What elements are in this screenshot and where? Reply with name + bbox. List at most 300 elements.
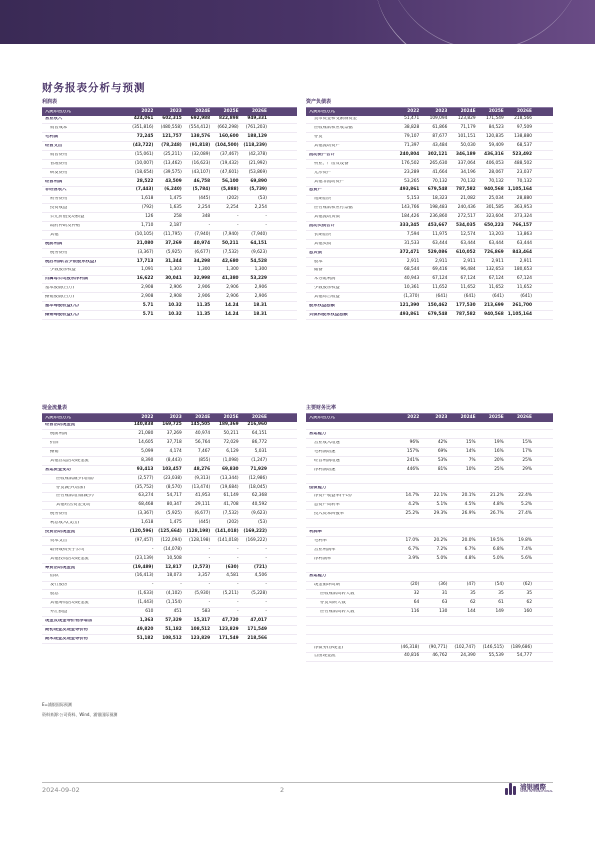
cell-value: 1,710 xyxy=(141,222,154,228)
cell-value: - xyxy=(265,546,267,552)
cell-value: 11,652 xyxy=(460,285,476,291)
cell-value: 63,444 xyxy=(488,240,504,246)
table-row xyxy=(306,635,553,644)
cell-value: 11,652 xyxy=(432,285,448,291)
cell-value: (122,094) xyxy=(160,537,182,543)
cell-value: (23,038) xyxy=(163,475,182,481)
cell-value: 18,073 xyxy=(166,573,182,579)
cell-value: 27.4% xyxy=(518,511,532,517)
cell-value: - xyxy=(265,582,267,588)
cell-value: (202) xyxy=(227,520,239,526)
cell-value: (35,752) xyxy=(135,484,154,490)
cell-value: 16% xyxy=(494,448,504,454)
cell-value: (169,222) xyxy=(243,528,267,534)
cell-value: 236,860 xyxy=(429,214,448,220)
cell-value: - xyxy=(208,546,211,552)
table-row xyxy=(42,116,297,125)
row-label: 应收账款和应收票据 xyxy=(314,126,353,131)
table-row xyxy=(306,466,553,475)
table-row xyxy=(42,599,297,608)
cell-value: 149 xyxy=(495,609,504,614)
table-row xyxy=(42,519,297,528)
cell-value: 5.6% xyxy=(521,555,532,561)
cell-value: (855) xyxy=(198,457,211,463)
row-label: 投资活动现金流 xyxy=(45,529,76,534)
cell-value: 69,890 xyxy=(250,178,267,184)
cell-value: 61,866 xyxy=(432,125,448,131)
cell-value: (351,816) xyxy=(132,125,154,131)
table-row xyxy=(42,608,297,617)
cell-value: 150,462 xyxy=(427,303,448,308)
cell-value: 120,835 xyxy=(485,134,504,140)
cell-value: 14.24 xyxy=(224,311,239,317)
cell-value: 272,517 xyxy=(457,214,476,220)
row-label: 营业利润率 xyxy=(314,547,336,552)
table-row xyxy=(42,457,297,466)
cell-value: 240,804 xyxy=(399,151,420,157)
table-row xyxy=(306,169,553,178)
cell-value: 79,107 xyxy=(404,134,420,140)
cell-value: 5,153 xyxy=(406,196,420,202)
table-row xyxy=(42,484,297,493)
cell-value: (3,367) xyxy=(137,511,154,517)
cell-value: 363,953 xyxy=(514,205,532,211)
row-label: 研发费用 xyxy=(50,170,68,175)
cell-value: 96% xyxy=(409,440,420,446)
row-label: 其他筹资活动现金流 xyxy=(50,601,89,606)
cell-value: (19,684) xyxy=(220,484,239,490)
cell-value: 50,211 xyxy=(223,431,239,437)
row-label: 资本支出 xyxy=(50,538,68,543)
cell-value: 7,594 xyxy=(406,231,420,237)
year-header: 2023 xyxy=(169,414,182,420)
cell-value: (5,925) xyxy=(166,249,182,255)
table-row xyxy=(306,142,553,151)
cell-value: 15% xyxy=(522,440,532,446)
cell-value: 843,464 xyxy=(512,249,532,255)
note-forecast: E=浦银国际预测 xyxy=(42,702,72,707)
income-statement-table xyxy=(42,98,297,320)
cell-value: 25.2% xyxy=(405,511,420,517)
table-row xyxy=(42,493,297,502)
row-label: 经营利润增速 xyxy=(314,458,340,463)
cell-value: 28,522 xyxy=(136,178,154,184)
table-row xyxy=(306,475,553,484)
cell-value: 940,568 xyxy=(484,187,504,193)
table-row xyxy=(306,133,553,142)
cell-value: 258 xyxy=(173,214,182,220)
cashflow-header-row xyxy=(42,414,297,422)
cell-value: (8,570) xyxy=(166,484,182,490)
year-header: 2025E xyxy=(488,108,504,114)
cell-value: 529,086 xyxy=(427,249,448,255)
cell-value: 14.24 xyxy=(224,303,239,308)
row-label: 其他经营资金变动 xyxy=(56,503,91,508)
year-header: 2023 xyxy=(169,108,182,114)
table-row xyxy=(306,617,553,626)
cell-value: 68,537 xyxy=(516,142,532,148)
cell-value: 446% xyxy=(406,466,420,472)
ratios-header-row xyxy=(306,414,553,422)
cell-value: 240,436 xyxy=(457,205,476,211)
cell-value: (19,432) xyxy=(220,160,239,166)
cell-value: 171,549 xyxy=(485,116,504,122)
cell-value: (9,623) xyxy=(251,249,267,255)
top-banner xyxy=(0,0,595,44)
table-row xyxy=(42,249,297,258)
row-label: 利润率 xyxy=(309,529,322,534)
cell-value: 787,582 xyxy=(455,187,476,193)
table-row xyxy=(306,439,553,448)
table-row xyxy=(42,178,297,187)
cell-value: 64,151 xyxy=(251,431,267,437)
cell-value: 116 xyxy=(410,609,420,614)
cell-value: 101,151 xyxy=(457,134,476,140)
cell-value: 35 xyxy=(526,591,532,597)
cell-value: 13,203 xyxy=(488,231,504,237)
row-label: 利息收入(支出) xyxy=(50,521,80,526)
cell-value: 23,037 xyxy=(516,169,532,175)
table-row xyxy=(306,546,553,555)
cell-value: (630) xyxy=(225,564,239,570)
cell-value: (97,457) xyxy=(135,537,154,543)
table-row xyxy=(306,582,553,591)
cell-value: 67,124 xyxy=(488,276,504,282)
cell-value: 51,182 xyxy=(136,635,154,641)
cell-value: 5.0% xyxy=(492,555,504,561)
table-row xyxy=(42,222,297,231)
cell-value: (662,298) xyxy=(217,125,239,131)
table-row xyxy=(42,502,297,511)
cell-value: 37,718 xyxy=(166,440,182,446)
table-row xyxy=(42,510,297,519)
cell-value: (5,925) xyxy=(166,511,182,517)
cell-value: 2,254 xyxy=(226,205,239,211)
row-label: 销售费用 xyxy=(50,152,68,157)
income-unit-label: 人民币百万元 xyxy=(45,109,71,114)
cell-value: 2,908 xyxy=(169,294,182,300)
table-row xyxy=(306,302,553,311)
cell-value: (1,370) xyxy=(403,294,420,300)
cell-value: 69,416 xyxy=(432,267,448,273)
table-row xyxy=(306,484,553,493)
table-row xyxy=(42,258,297,267)
table-row xyxy=(306,626,553,635)
row-label: 长期借贷 xyxy=(314,232,332,237)
cell-value: 63,274 xyxy=(138,493,154,499)
cell-value: 72,245 xyxy=(136,134,154,140)
cell-value: 29,111 xyxy=(195,502,211,508)
year-header: 2024E xyxy=(195,108,211,114)
cell-value: 34,298 xyxy=(193,258,211,264)
cell-value: (102,747) xyxy=(454,644,476,650)
cell-value: (39,575) xyxy=(163,169,182,175)
cell-value: (128,198) xyxy=(186,528,211,534)
cell-value: (761,203) xyxy=(245,125,267,131)
cell-value: 2,906 xyxy=(197,294,211,300)
cell-value: 2,254 xyxy=(254,205,267,211)
cell-value: 4,174 xyxy=(169,448,182,454)
cell-value: 4.8% xyxy=(464,555,476,561)
cell-value: 22.1% xyxy=(433,493,448,499)
cell-value: (120,596) xyxy=(129,528,154,534)
cell-value: (9,623) xyxy=(251,511,267,517)
cell-value: 373,324 xyxy=(514,214,532,220)
table-row xyxy=(306,151,553,160)
table-row xyxy=(306,160,553,169)
cell-value: (7,940) xyxy=(194,231,211,237)
cell-value: 32,998 xyxy=(193,276,211,282)
year-header: 2026E xyxy=(252,108,267,114)
row-label: 短期借贷 xyxy=(314,197,332,202)
cell-value: 7,467 xyxy=(197,448,211,454)
cell-value: 26.7% xyxy=(490,511,504,517)
cell-value: 822,898 xyxy=(218,116,239,122)
cell-value: (14,078) xyxy=(163,546,182,552)
cell-value: (16,623) xyxy=(191,160,211,166)
cell-value: 37,269 xyxy=(165,240,182,246)
cell-value: - xyxy=(151,546,154,552)
row-label: 存货 xyxy=(314,135,323,140)
cell-value: (43,107) xyxy=(191,169,211,175)
cell-value: 25% xyxy=(494,466,504,472)
table-row xyxy=(42,151,297,160)
cell-value: 2,911 xyxy=(463,258,476,264)
cell-value: (146,515) xyxy=(482,644,504,650)
year-header: 2026E xyxy=(517,414,532,420)
cell-value: 949,331 xyxy=(247,116,267,122)
table-row xyxy=(306,204,553,213)
cell-value: 6.8% xyxy=(492,546,504,552)
cell-value: (10,105) xyxy=(135,231,154,237)
ratios-title: 主要财务比率 xyxy=(306,404,553,414)
spdb-logo-icon xyxy=(505,783,517,795)
table-row xyxy=(306,457,553,466)
row-label: 未分配利润 xyxy=(314,277,336,282)
row-label: 营业收入增速 xyxy=(314,441,340,446)
table-row xyxy=(42,187,297,196)
row-label: 经营活动现金流 xyxy=(45,423,76,428)
cell-value: 41,664 xyxy=(432,169,448,175)
cell-value: 64,151 xyxy=(250,240,267,246)
table-row xyxy=(42,448,297,457)
cell-value: 171,549 xyxy=(247,626,267,632)
cell-value: 726,869 xyxy=(484,249,504,255)
cell-value: 138,880 xyxy=(514,134,532,140)
cell-value: (43,722) xyxy=(132,142,154,148)
cell-value: 1,475 xyxy=(169,196,182,202)
cell-value: 53,229 xyxy=(250,276,267,282)
cell-value: 19.8% xyxy=(518,537,532,543)
year-header: 2024E xyxy=(195,414,211,420)
cell-value: (54) xyxy=(494,582,504,588)
cell-value: 37,269 xyxy=(166,431,182,437)
cell-value: 1,300 xyxy=(226,267,239,273)
cell-value: 87,677 xyxy=(432,134,448,140)
cell-value: 21,080 xyxy=(138,431,154,437)
row-label: 税前利润 xyxy=(45,241,63,246)
table-row xyxy=(306,599,553,608)
cell-value: - xyxy=(265,609,267,614)
cell-value: 679,548 xyxy=(427,187,448,193)
cell-value: (128,198) xyxy=(189,537,211,543)
cell-value: 7.4% xyxy=(521,546,532,552)
cell-value: 121,390 xyxy=(399,303,420,308)
cell-value: - xyxy=(237,555,239,561)
cell-value: - xyxy=(208,555,211,561)
row-label: 其他投资活动现金流 xyxy=(50,556,89,561)
row-label: 总负债 xyxy=(309,250,322,255)
year-header: 2025E xyxy=(223,414,239,420)
cell-value: 123,829 xyxy=(457,116,476,122)
table-row xyxy=(306,240,553,249)
row-label: 摊销股数(百万) xyxy=(45,295,75,300)
table-row xyxy=(306,573,553,582)
row-label: 其他流动负债 xyxy=(314,215,340,220)
cashflow-title: 现金流量表 xyxy=(42,404,297,414)
row-label: 财务费用 xyxy=(50,197,68,202)
row-label: 营业收入 xyxy=(45,117,63,122)
row-label: 外汇损益 xyxy=(50,610,68,614)
cell-value: 29.3% xyxy=(433,511,448,517)
cell-value: (104,500) xyxy=(215,142,239,148)
row-label: 股息 xyxy=(50,592,59,597)
row-label: 借款 xyxy=(50,574,59,579)
cell-value: 143,766 xyxy=(401,205,420,211)
cell-value: 1,105,164 xyxy=(507,187,532,193)
cell-value: 23,289 xyxy=(404,169,420,175)
cell-value: (445) xyxy=(198,196,211,202)
table-row xyxy=(42,546,297,555)
cell-value: - xyxy=(151,582,154,588)
cell-value: 63,444 xyxy=(516,240,532,246)
cashflow-statement-table xyxy=(42,404,297,644)
cell-value: 51,471 xyxy=(404,116,420,122)
table-row xyxy=(306,519,553,528)
cell-value: 2,911 xyxy=(491,258,504,264)
table-row xyxy=(42,537,297,546)
cell-value: - xyxy=(208,600,211,606)
cell-value: (8,443) xyxy=(166,457,182,463)
cell-value: - xyxy=(180,582,182,588)
cell-value: (11,795) xyxy=(163,231,182,237)
cell-value: (480,558) xyxy=(160,125,182,131)
cell-value: 160,600 xyxy=(218,134,239,140)
cell-value: 67,124 xyxy=(432,276,448,282)
cell-value: (1,247) xyxy=(251,457,267,463)
cell-value: 63,444 xyxy=(432,240,448,246)
cell-value: (641) xyxy=(492,294,504,300)
cell-value: 28,880 xyxy=(516,196,532,202)
footer-divider xyxy=(42,782,553,783)
row-label: 税前利润 xyxy=(50,432,68,437)
cell-value: 610,052 xyxy=(455,249,476,255)
cell-value: 493,861 xyxy=(399,187,420,193)
table-row xyxy=(42,475,297,484)
cell-value: 6,129 xyxy=(226,448,239,454)
cell-value: 49,820 xyxy=(136,626,154,632)
note-source: 资料来源:公司资料、Wind、浦银国际预测 xyxy=(42,712,118,717)
cell-value: 24,390 xyxy=(460,653,476,659)
cell-value: 5.2% xyxy=(521,502,532,508)
cell-value: 63,444 xyxy=(460,240,476,246)
row-label: 总资产周转率 xyxy=(314,503,340,508)
cell-value: 17,713 xyxy=(136,258,154,264)
cell-value: 1,618 xyxy=(141,196,154,202)
cell-value: - xyxy=(265,555,267,561)
cell-value: 2,906 xyxy=(197,285,211,291)
table-row xyxy=(42,590,297,599)
cell-value: 40,974 xyxy=(193,240,211,246)
cell-value: 2,906 xyxy=(254,294,267,300)
logo-en: SPDB INTERNATIONAL xyxy=(520,789,554,794)
cell-value: (90,771) xyxy=(428,644,448,650)
cell-value: 1,363 xyxy=(139,617,154,623)
cell-value: (78,248) xyxy=(161,142,182,148)
cell-value: 406,053 xyxy=(485,160,504,166)
cell-value: 43,509 xyxy=(165,178,182,184)
row-label: 毛利润增速 xyxy=(314,449,336,454)
row-label: 营运能力 xyxy=(309,432,327,437)
cell-value: 7% xyxy=(468,457,476,463)
row-label: 政府补助及补贴 xyxy=(50,223,81,228)
cell-value: 25,034 xyxy=(488,196,504,202)
row-label: 投入资本回报率 xyxy=(314,512,345,517)
balance-header-row xyxy=(306,108,553,116)
cell-value: 19.5% xyxy=(490,537,504,543)
row-label: 净利润增速 xyxy=(314,467,336,472)
row-label: 少数股东权益 xyxy=(314,286,340,291)
cell-value: 11.35 xyxy=(196,303,211,308)
cell-value: 216,960 xyxy=(247,422,267,428)
cell-value: 80,347 xyxy=(166,502,182,508)
cell-value: (19,489) xyxy=(132,564,154,570)
row-label: 自由现金流 xyxy=(314,654,336,659)
cell-value: 25% xyxy=(522,457,532,463)
table-row xyxy=(42,213,297,222)
cell-value: 40,943 xyxy=(404,276,420,282)
cell-value: 333,345 xyxy=(399,222,420,228)
cell-value: (792) xyxy=(141,205,154,211)
table-row xyxy=(306,178,553,187)
table-row xyxy=(306,653,553,662)
cell-value: (1,098) xyxy=(222,457,239,463)
cell-value: 1,303 xyxy=(169,267,182,273)
cell-value: 323,604 xyxy=(485,214,504,220)
cell-value: (53,869) xyxy=(248,169,267,175)
cell-value: 38,828 xyxy=(404,125,420,131)
cell-value: 11,975 xyxy=(432,231,448,237)
cell-value: 71,179 xyxy=(460,125,476,131)
cell-value: 42,680 xyxy=(221,258,239,264)
cell-value: (118,239) xyxy=(243,142,267,148)
row-label: 存货减少(增加) xyxy=(56,485,86,490)
row-label: 总资产 xyxy=(309,188,322,193)
row-label: 投资收益 xyxy=(50,206,68,211)
cell-value: 22.4% xyxy=(518,493,532,499)
cell-value: 108,512 xyxy=(162,635,182,641)
table-row xyxy=(42,617,297,626)
balance-unit-label: 人民币百万元 xyxy=(309,109,335,114)
cell-value: 2,908 xyxy=(141,294,154,300)
row-label: 归属母公司股东净利润 xyxy=(45,277,88,282)
cell-value: 69% xyxy=(437,448,448,454)
cell-value: 17% xyxy=(522,448,532,454)
table-row xyxy=(42,422,297,431)
cell-value: (1,633) xyxy=(137,591,154,597)
cell-value: 12,574 xyxy=(460,231,476,237)
row-label: 股本 xyxy=(314,259,323,264)
